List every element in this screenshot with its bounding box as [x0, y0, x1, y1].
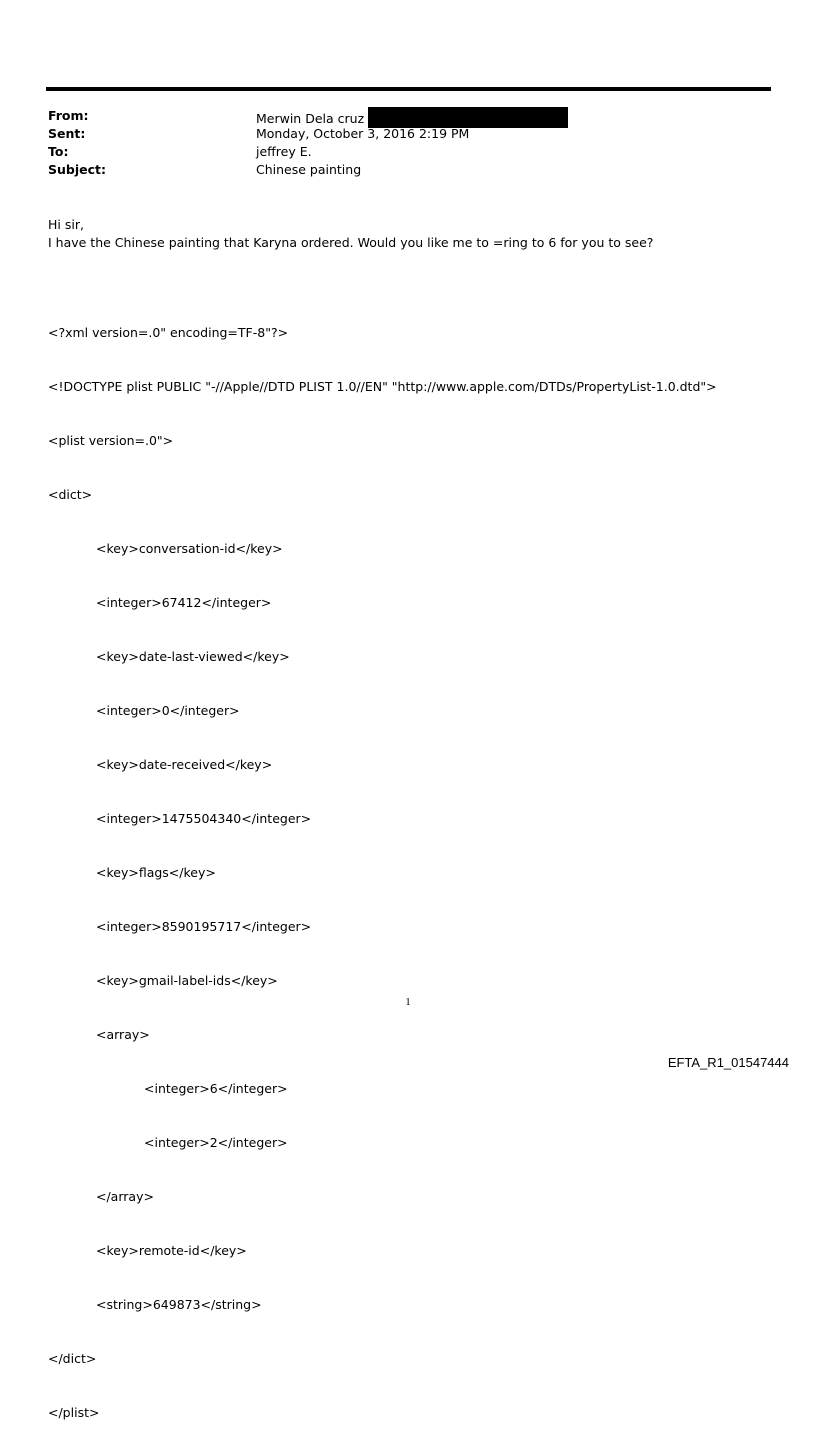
plist-line: <integer>8590195717</integer>: [96, 919, 312, 934]
subject-label: Subject:: [48, 162, 106, 177]
sent-label: Sent:: [48, 126, 86, 141]
sent-value: Monday, October 3, 2016 2:19 PM: [256, 126, 470, 141]
subject-value: Chinese painting: [256, 162, 362, 177]
plist-line: </dict>: [48, 1351, 97, 1366]
document-id: EFTA_R1_01547444: [667, 1055, 789, 1070]
plist-line: <dict>: [48, 487, 93, 502]
plist-line: <key>date-last-viewed</key>: [96, 649, 290, 664]
greeting: Hi sir,: [48, 217, 84, 232]
plist-line: <?xml version=.0" encoding=TF-8"?>: [48, 325, 289, 340]
plist-line: <key>date-received</key>: [96, 757, 273, 772]
plist-line: <integer>1475504340</integer>: [96, 811, 312, 826]
header-divider: [46, 87, 771, 91]
sender-name: Merwin Dela cruz: [256, 111, 365, 126]
plist-line: <key>remote-id</key>: [96, 1243, 247, 1258]
plist-line: <integer>2</integer>: [144, 1135, 288, 1150]
plist-block: [48, 288, 717, 1440]
plist-line: <string>649873</string>: [96, 1297, 262, 1312]
page-number: 1: [405, 996, 411, 1008]
plist-line: <!DOCTYPE plist PUBLIC "-//Apple//DTD PLIST 1.0//EN" "http://www.apple.com/DTDs/PropertyList-1.0.dtd">: [48, 379, 717, 394]
plist-line: <plist version=.0">: [48, 433, 174, 448]
plist-line: </array>: [96, 1189, 154, 1204]
plist-line: <key>gmail-label-ids</key>: [96, 973, 278, 988]
plist-line: <integer>0</integer>: [96, 703, 240, 718]
to-value: jeffrey E.: [256, 144, 312, 159]
plist-line: <array>: [96, 1027, 150, 1042]
message: I have the Chinese painting that Karyna ordered. Would you like me to =ring to 6 for you to see?: [48, 235, 654, 250]
to-label: To:: [48, 144, 69, 159]
from-label: From:: [48, 108, 89, 123]
plist-line: <integer>6</integer>: [144, 1081, 288, 1096]
plist-line: <integer>67412</integer>: [96, 595, 272, 610]
plist-line: <key>flags</key>: [96, 865, 216, 880]
email-body: [48, 216, 653, 252]
plist-line: <key>conversation-id</key>: [96, 541, 283, 556]
plist-line: </plist>: [48, 1405, 100, 1420]
